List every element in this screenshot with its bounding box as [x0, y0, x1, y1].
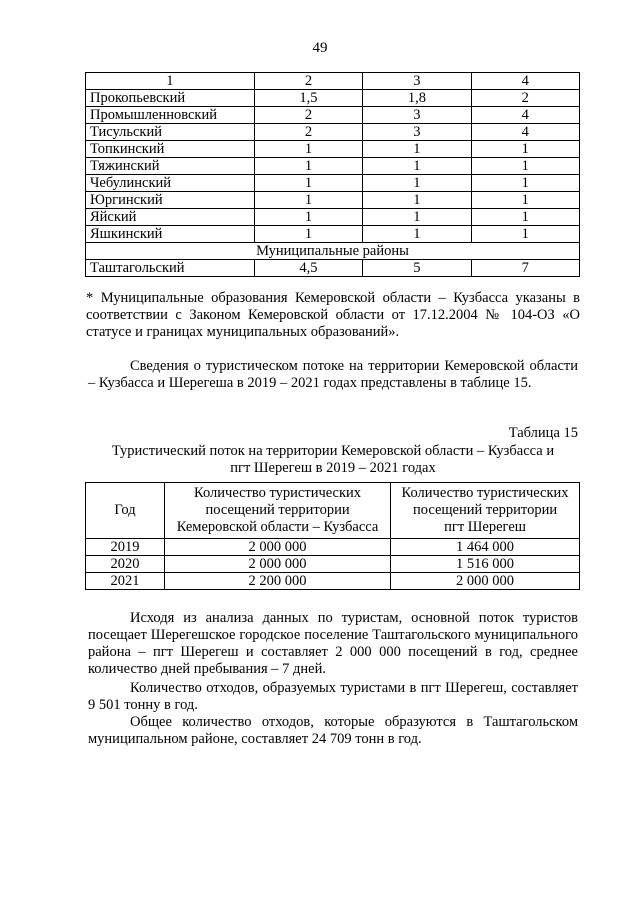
district-value: 1 — [471, 175, 579, 192]
header-line: Количество туристических — [194, 485, 362, 501]
table-row — [86, 124, 580, 141]
district-value: 1 — [254, 209, 362, 226]
waste-total-paragraph: Общее количество отходов, которые образуются в Таштагольском муниципальном районе, составляет 24 709 тонн в год. — [88, 714, 578, 747]
header-line: пгт Шерегеш — [444, 519, 526, 535]
district-value: 1 — [471, 141, 579, 158]
district-value: 4 — [471, 124, 579, 141]
column-number: 3 — [363, 73, 471, 90]
district-value: 1 — [254, 192, 362, 209]
districts-table — [85, 72, 580, 277]
table-row — [86, 209, 580, 226]
district-value: 1 — [363, 192, 471, 209]
section-row — [86, 243, 580, 260]
intro-paragraph: Сведения о туристическом потоке на территории Кемеровской области – Кузбасса и Шерегеша в 2019 – 2021 годах представлены в таблице 15. — [88, 358, 578, 391]
district-value: 2 — [471, 90, 579, 107]
district-value: 1 — [363, 175, 471, 192]
district-value: 1 — [471, 209, 579, 226]
district-value: 2 — [254, 107, 362, 124]
tourist-flow-table — [85, 482, 580, 590]
header-line: посещений территории — [205, 502, 350, 518]
header-line: посещений территории — [412, 502, 558, 518]
district-value: 5 — [363, 260, 471, 277]
table-row — [86, 158, 580, 175]
district-name: Промышленновский — [86, 107, 255, 124]
district-value: 1 — [471, 226, 579, 243]
table-row — [86, 573, 580, 590]
table-caption-line2: пгт Шерегеш в 2019 – 2021 годах — [230, 460, 436, 476]
year-column-header: Год — [86, 483, 165, 539]
footnote: * Муниципальные образования Кемеровской области – Кузбасса указаны в соответствии с Законом Кемеровской области от 17.12.2004 № 104-ОЗ «О статусе и границах муниципальных образований». — [86, 290, 580, 340]
district-name: Таштагольский — [86, 260, 255, 277]
district-name: Юргинский — [86, 192, 255, 209]
table-row — [86, 556, 580, 573]
district-name: Прокопьевский — [86, 90, 255, 107]
district-name: Топкинский — [86, 141, 255, 158]
table-row — [86, 192, 580, 209]
value-cell: 2 200 000 — [165, 573, 391, 590]
table-row — [86, 107, 580, 124]
district-value: 1 — [254, 158, 362, 175]
table-row — [86, 141, 580, 158]
column-number: 2 — [254, 73, 362, 90]
district-value: 2 — [254, 124, 362, 141]
district-value: 4,5 — [254, 260, 362, 277]
table-row — [86, 260, 580, 277]
district-name: Яйский — [86, 209, 255, 226]
district-name: Чебулинский — [86, 175, 255, 192]
district-value: 1 — [254, 175, 362, 192]
header-line: Количество туристических — [401, 485, 569, 501]
district-name: Тисульский — [86, 124, 255, 141]
value-cell: 1 516 000 — [391, 556, 580, 573]
analysis-paragraph: Исходя из анализа данных по туристам, основной поток туристов посещает Шерегешское городское поселение Таштагольского муниципального района – пгт Шерегеш и составляет 2 000 000 посещений в год, среднее количество дней пребывания – 7 дней. — [88, 610, 578, 677]
district-value: 1 — [254, 226, 362, 243]
district-value: 1 — [363, 158, 471, 175]
header-line: Кемеровской области – Кузбасса — [176, 519, 379, 535]
district-value: 3 — [363, 107, 471, 124]
waste-sheregesh-paragraph: Количество отходов, образуемых туристами в пгт Шерегеш, составляет 9 501 тонну в год. — [88, 680, 578, 713]
column-number: 4 — [471, 73, 579, 90]
district-value: 1 — [363, 209, 471, 226]
table-row — [86, 90, 580, 107]
year-cell: 2019 — [86, 539, 165, 556]
district-value: 1 — [363, 226, 471, 243]
table-label: Таблица 15 — [508, 425, 578, 441]
district-value: 1,5 — [254, 90, 362, 107]
district-value: 7 — [471, 260, 579, 277]
table-caption-line1: Туристический поток на территории Кемеровской области – Кузбасса и — [111, 443, 555, 459]
year-cell: 2020 — [86, 556, 165, 573]
value-cell: 1 464 000 — [391, 539, 580, 556]
value-cell: 2 000 000 — [165, 556, 391, 573]
table-row — [86, 175, 580, 192]
district-value: 4 — [471, 107, 579, 124]
page-number: 49 — [312, 40, 328, 56]
value-cell: 2 000 000 — [391, 573, 580, 590]
column-number: 1 — [86, 73, 255, 90]
district-value: 1 — [471, 158, 579, 175]
table-header-row — [86, 73, 580, 90]
district-value: 1 — [471, 192, 579, 209]
value-cell: 2 000 000 — [165, 539, 391, 556]
year-cell: 2021 — [86, 573, 165, 590]
district-value: 3 — [363, 124, 471, 141]
table-row — [86, 539, 580, 556]
kuzbass-column-header — [165, 483, 391, 539]
table-header-row — [86, 483, 580, 539]
district-value: 1,8 — [363, 90, 471, 107]
table-row — [86, 226, 580, 243]
sheregesh-column-header — [391, 483, 580, 539]
district-value: 1 — [254, 141, 362, 158]
district-name: Яшкинский — [86, 226, 255, 243]
section-title: Муниципальные районы — [86, 243, 580, 260]
district-name: Тяжинский — [86, 158, 255, 175]
district-value: 1 — [363, 141, 471, 158]
